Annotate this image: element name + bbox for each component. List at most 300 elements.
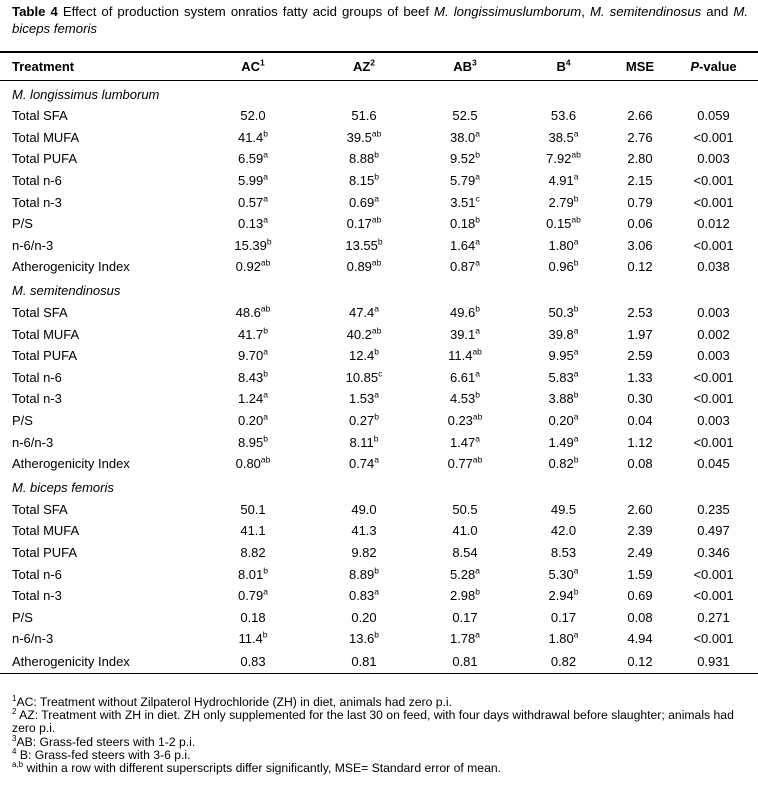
cell-mse: 1.12: [627, 434, 653, 450]
cell-az: [314, 235, 414, 257]
cell-value: 39.1: [449, 326, 476, 342]
cell-value: 1.53: [348, 391, 375, 407]
table-row: [0, 606, 758, 628]
cell-b: [516, 585, 611, 607]
row-label: Atherogenicity Index: [12, 259, 130, 275]
significance-superscript: a: [475, 236, 481, 247]
significance-superscript: a: [263, 150, 269, 161]
cell-ac: [192, 628, 314, 650]
significance-superscript: b: [266, 236, 272, 247]
table-row: [0, 148, 758, 170]
cell-b: [516, 542, 611, 564]
cell-ab: [414, 388, 516, 410]
row-label: Total SFA: [12, 501, 68, 517]
cell-az: [314, 213, 414, 235]
cell-value: 0.23: [447, 413, 473, 429]
significance-superscript: b: [263, 128, 269, 139]
cell-mse: 4.94: [627, 631, 653, 647]
table-row: [0, 323, 758, 345]
cell-mse: 2.15: [627, 173, 653, 189]
table-row: [0, 388, 758, 410]
row-label: P/S: [12, 413, 33, 429]
cell-mse: 1.97: [627, 326, 653, 342]
cell-value: 6.59: [237, 151, 264, 167]
cell-ac: [192, 388, 314, 410]
cell-az: [314, 628, 414, 650]
cell-mse: 0.08: [627, 609, 653, 625]
cell-ab: [414, 585, 516, 607]
cell-mse: 0.79: [627, 194, 653, 210]
significance-superscript: b: [373, 433, 379, 444]
table-label: Table 4: [12, 4, 58, 19]
section-title: M. longissimus lumborum: [12, 86, 160, 102]
header-ab: $AB^3$: [414, 52, 516, 81]
table-row: [0, 367, 758, 389]
table-row: [0, 170, 758, 192]
section-row: [0, 475, 758, 499]
row-label: Total MUFA: [12, 523, 80, 539]
header-mse: MSE: [611, 52, 669, 81]
significance-superscript: ab: [472, 411, 483, 422]
significance-superscript: ab: [571, 214, 581, 225]
header-az: $AZ^2$: [314, 52, 414, 81]
cell-ab: [414, 256, 516, 278]
cell-az: [314, 170, 414, 192]
cell-value: 13.55: [345, 237, 378, 253]
cell-az: [314, 367, 414, 389]
cell-ab: [414, 563, 516, 585]
section-row: [0, 278, 758, 302]
cell-value: 0.83: [240, 653, 266, 669]
cell-ab: [414, 191, 516, 213]
cell-ac: [192, 191, 314, 213]
cell-az: [314, 345, 414, 367]
significance-superscript: ab: [472, 346, 482, 357]
cell-value: 2.79: [548, 194, 574, 210]
cell-value: 0.81: [452, 653, 478, 669]
table-row: [0, 410, 758, 432]
cell-value: 0.18: [240, 609, 266, 625]
row-label: P/S: [12, 609, 33, 625]
cell-ac: [192, 235, 314, 257]
row-label: Total n-3: [12, 194, 62, 210]
cell-b: [516, 388, 611, 410]
significance-superscript: a: [475, 258, 481, 269]
caption-sep: ,: [581, 4, 590, 19]
cell-ab: [414, 650, 516, 674]
cell-az: [314, 585, 414, 607]
significance-superscript: a: [263, 171, 269, 182]
significance-superscript: a: [263, 193, 269, 204]
cell-value: 1.49: [548, 434, 574, 450]
significance-superscript: a: [573, 236, 579, 247]
cell-p-value: 0.038: [697, 259, 730, 275]
cell-value: 1.78: [449, 631, 476, 647]
significance-superscript: a: [263, 346, 269, 357]
table-row: [0, 431, 758, 453]
cell-p-value: 0.346: [697, 544, 730, 560]
significance-superscript: b: [573, 193, 579, 204]
significance-superscript: b: [263, 433, 269, 444]
table-row: [0, 127, 758, 149]
cell-az: [314, 542, 414, 564]
cell-value: 41.3: [351, 523, 377, 539]
significance-superscript: b: [374, 565, 380, 576]
cell-p-value: 0.012: [697, 216, 730, 232]
cell-value: 0.87: [449, 259, 476, 275]
cell-p-value: <0.001: [693, 588, 734, 604]
cell-p-value: 0.271: [697, 609, 730, 625]
cell-b: [516, 410, 611, 432]
cell-value: 2.94: [548, 588, 574, 604]
cell-ab: [414, 499, 516, 521]
cell-value: 0.17: [550, 609, 577, 625]
footnote-marker: 2: [12, 707, 17, 717]
cell-az: [314, 256, 414, 278]
cell-value: 0.20: [548, 413, 574, 429]
row-label: Total n-3: [12, 588, 62, 604]
cell-value: 48.6: [235, 305, 261, 321]
table-row: [0, 542, 758, 564]
cell-value: 0.81: [351, 653, 377, 669]
cell-ac: [192, 256, 314, 278]
caption-sep: and: [701, 4, 734, 19]
row-label: Total MUFA: [12, 326, 80, 342]
row-label: Total SFA: [12, 305, 68, 321]
cell-p-value: <0.001: [693, 391, 734, 407]
cell-mse: 1.59: [627, 566, 653, 582]
cell-ab: [414, 105, 516, 127]
header-row: [0, 52, 758, 81]
cell-mse: 1.33: [627, 369, 653, 385]
cell-value: 0.27: [348, 413, 375, 429]
footnote-text: AB: Grass-fed steers with 1-2 p.i.: [16, 734, 196, 749]
cell-value: 0.13: [237, 216, 264, 232]
row-label: n-6/n-3: [12, 237, 54, 253]
significance-superscript: b: [475, 586, 481, 597]
cell-value: 5.79: [449, 173, 476, 189]
table-row: [0, 520, 758, 542]
cell-az: [314, 191, 414, 213]
significance-superscript: ab: [371, 325, 382, 336]
cell-value: 0.89: [346, 259, 372, 275]
cell-value: 1.80: [548, 237, 574, 253]
cell-value: 47.4: [348, 305, 375, 321]
cell-mse: 0.08: [627, 456, 653, 472]
cell-mse: 2.66: [627, 108, 653, 124]
cell-value: 11.4: [448, 348, 473, 364]
cell-p-value: <0.001: [693, 566, 734, 582]
cell-value: 7.92: [546, 151, 572, 167]
significance-superscript: a: [475, 368, 481, 379]
cell-value: 0.79: [237, 588, 264, 604]
cell-value: 1.80: [548, 631, 574, 647]
cell-p-value: <0.001: [693, 631, 734, 647]
significance-superscript: a: [475, 325, 481, 336]
table-row: [0, 453, 758, 475]
cell-ac: [192, 367, 314, 389]
cell-value: 8.54: [452, 544, 478, 560]
row-label: Total PUFA: [12, 151, 78, 167]
significance-superscript: a: [573, 433, 579, 444]
cell-value: 0.83: [348, 588, 375, 604]
significance-superscript: a: [263, 586, 269, 597]
cell-value: 9.70: [237, 348, 264, 364]
cell-value: 5.28: [449, 566, 476, 582]
significance-superscript: a: [263, 390, 269, 401]
row-label: Total n-6: [12, 369, 62, 385]
cell-value: 41.4: [237, 129, 264, 145]
table-row: [0, 235, 758, 257]
cell-az: [314, 499, 414, 521]
cell-p-value: 0.497: [697, 523, 730, 539]
cell-b: [516, 148, 611, 170]
table-row: [0, 650, 758, 674]
cell-mse: 0.12: [627, 259, 653, 275]
cell-p-value: 0.059: [697, 108, 730, 124]
cell-b: [516, 367, 611, 389]
significance-superscript: a: [263, 214, 269, 225]
cell-value: 1.47: [449, 434, 476, 450]
significance-superscript: c: [475, 193, 480, 204]
cell-value: 38.0: [449, 129, 476, 145]
cell-value: 8.53: [550, 544, 577, 560]
cell-value: 41.7: [237, 326, 264, 342]
cell-az: [314, 453, 414, 475]
cell-value: 0.82: [548, 456, 574, 472]
cell-value: 8.89: [348, 566, 375, 582]
cell-p-value: 0.003: [697, 151, 730, 167]
cell-mse: 2.49: [627, 544, 653, 560]
significance-superscript: a: [573, 346, 579, 357]
cell-value: 0.74: [348, 456, 375, 472]
significance-superscript: b: [573, 303, 579, 314]
cell-b: [516, 499, 611, 521]
cell-ac: [192, 323, 314, 345]
significance-superscript: b: [262, 630, 268, 641]
significance-superscript: b: [377, 236, 383, 247]
cell-value: 0.18: [449, 216, 476, 232]
caption-muscle-3: M. biceps femoris: [12, 4, 748, 36]
significance-superscript: ab: [260, 303, 271, 314]
row-label: Total n-6: [12, 566, 62, 582]
significance-superscript: a: [475, 433, 481, 444]
caption-muscle-2: M. semitendinosus: [589, 4, 702, 19]
cell-ab: [414, 213, 516, 235]
cell-b: [516, 213, 611, 235]
cell-value: 0.17: [346, 216, 372, 232]
significance-superscript: b: [374, 346, 380, 357]
cell-az: [314, 302, 414, 324]
table-row: [0, 628, 758, 650]
footnote: [12, 759, 750, 776]
section-row: [0, 81, 758, 106]
cell-ac: [192, 410, 314, 432]
significance-superscript: b: [573, 454, 579, 465]
cell-p-value: 0.931: [669, 650, 758, 674]
cell-ac: [192, 148, 314, 170]
significance-superscript: a: [573, 630, 579, 641]
cell-mse: 0.12: [611, 650, 669, 674]
header-b: $B^4$: [516, 52, 611, 81]
significance-superscript: ab: [371, 258, 382, 269]
cell-value: 39.5: [346, 129, 372, 145]
table-row: [0, 345, 758, 367]
cell-value: 39.8: [548, 326, 574, 342]
cell-az: [314, 520, 414, 542]
row-label: n-6/n-3: [12, 631, 54, 647]
cell-b: [516, 170, 611, 192]
significance-superscript: b: [573, 258, 579, 269]
significance-superscript: b: [573, 390, 579, 401]
row-label: Total n-3: [12, 391, 62, 407]
cell-mse: 0.06: [627, 216, 653, 232]
cell-ac: [192, 606, 314, 628]
cell-ab: [414, 235, 516, 257]
cell-ac: [192, 650, 314, 674]
cell-ab: [414, 345, 516, 367]
cell-value: 8.95: [237, 434, 264, 450]
cell-value: 8.88: [348, 151, 375, 167]
table-row: [0, 213, 758, 235]
cell-b: [516, 520, 611, 542]
cell-b: [516, 235, 611, 257]
cell-mse: 2.76: [627, 129, 653, 145]
cell-value: 4.91: [548, 173, 574, 189]
cell-b: [516, 650, 611, 674]
cell-value: 5.83: [548, 369, 574, 385]
cell-mse: 3.06: [627, 237, 653, 253]
cell-ab: [414, 410, 516, 432]
cell-ab: [414, 127, 516, 149]
cell-p-value: <0.001: [693, 173, 734, 189]
cell-value: 49.5: [550, 501, 577, 517]
cell-mse: 2.80: [627, 151, 653, 167]
cell-b: [516, 302, 611, 324]
cell-b: [516, 105, 611, 127]
cell-ac: [192, 105, 314, 127]
cell-az: [314, 431, 414, 453]
cell-mse: 2.59: [627, 348, 653, 364]
cell-p-value: <0.001: [693, 434, 734, 450]
significance-superscript: a: [475, 128, 481, 139]
cell-az: [314, 563, 414, 585]
significance-superscript: a: [374, 193, 380, 204]
cell-value: 0.77: [447, 456, 473, 472]
cell-ab: [414, 302, 516, 324]
cell-ac: [192, 563, 314, 585]
significance-superscript: b: [374, 150, 380, 161]
cell-value: 8.01: [237, 566, 264, 582]
cell-value: 1.64: [449, 237, 476, 253]
cell-value: 8.82: [240, 544, 266, 560]
cell-b: [516, 431, 611, 453]
cell-ac: [192, 127, 314, 149]
cell-value: 0.20: [237, 413, 264, 429]
cell-az: [314, 105, 414, 127]
table-row: [0, 563, 758, 585]
cell-b: [516, 628, 611, 650]
cell-b: [516, 606, 611, 628]
cell-p-value: 0.045: [697, 456, 730, 472]
significance-superscript: a: [573, 128, 579, 139]
cell-value: 3.88: [548, 391, 574, 407]
caption-muscle-1: M. longissimuslumborum: [434, 4, 582, 19]
significance-superscript: b: [475, 303, 481, 314]
row-label: Atherogenicity Index: [0, 650, 192, 674]
cell-value: 50.5: [452, 501, 478, 517]
cell-ac: [192, 213, 314, 235]
cell-ac: [192, 499, 314, 521]
footnote-marker: 3: [12, 733, 17, 743]
row-label: Total PUFA: [12, 348, 78, 364]
table-body: [0, 81, 758, 674]
significance-superscript: a: [374, 454, 380, 465]
significance-superscript: ab: [260, 258, 271, 269]
significance-superscript: a: [475, 171, 481, 182]
cell-ab: [414, 431, 516, 453]
cell-ac: [192, 585, 314, 607]
cell-value: 52.5: [452, 108, 478, 124]
significance-superscript: a: [475, 630, 481, 641]
cell-ab: [414, 170, 516, 192]
cell-value: 42.0: [550, 523, 577, 539]
cell-az: [314, 388, 414, 410]
cell-p-value: <0.001: [693, 194, 734, 210]
significance-superscript: a: [374, 586, 380, 597]
cell-value: 12.4: [348, 348, 375, 364]
cell-value: 8.15: [348, 173, 375, 189]
cell-value: 8.43: [237, 369, 264, 385]
cell-value: 10.85: [345, 369, 379, 385]
cell-value: 15.39: [234, 237, 267, 253]
cell-value: 0.15: [546, 216, 572, 232]
cell-p-value: <0.001: [693, 369, 734, 385]
cell-value: 49.0: [351, 501, 377, 517]
section-title: M. semitendinosus: [12, 283, 121, 299]
cell-value: 3.51: [450, 194, 476, 210]
significance-superscript: a: [374, 390, 380, 401]
significance-superscript: ab: [472, 454, 483, 465]
cell-ab: [414, 628, 516, 650]
cell-value: 51.6: [351, 108, 377, 124]
cell-ab: [414, 542, 516, 564]
significance-superscript: a: [475, 565, 481, 576]
significance-superscript: b: [573, 586, 579, 597]
cell-b: [516, 345, 611, 367]
cell-mse: 0.04: [627, 413, 653, 429]
cell-value: 41.1: [240, 523, 266, 539]
cell-mse: 2.39: [627, 523, 653, 539]
significance-superscript: b: [374, 630, 380, 641]
cell-value: 0.17: [452, 609, 478, 625]
cell-b: [516, 191, 611, 213]
cell-value: 9.52: [449, 151, 476, 167]
cell-value: 0.57: [237, 194, 264, 210]
footnote-text: AC: Treatment without Zilpaterol Hydrochloride (ZH) in diet, animals had zero p.i.: [16, 695, 452, 709]
cell-value: 41.0: [452, 523, 478, 539]
cell-value: 53.6: [550, 108, 577, 124]
significance-superscript: b: [263, 565, 269, 576]
cell-ac: [192, 302, 314, 324]
cell-value: 40.2: [346, 326, 372, 342]
cell-value: 0.80: [235, 456, 261, 472]
row-label: n-6/n-3: [12, 434, 54, 450]
table-footnotes: [12, 693, 750, 776]
significance-superscript: a: [573, 171, 579, 182]
header-ac: $AC^1$: [192, 52, 314, 81]
table-row: [0, 256, 758, 278]
